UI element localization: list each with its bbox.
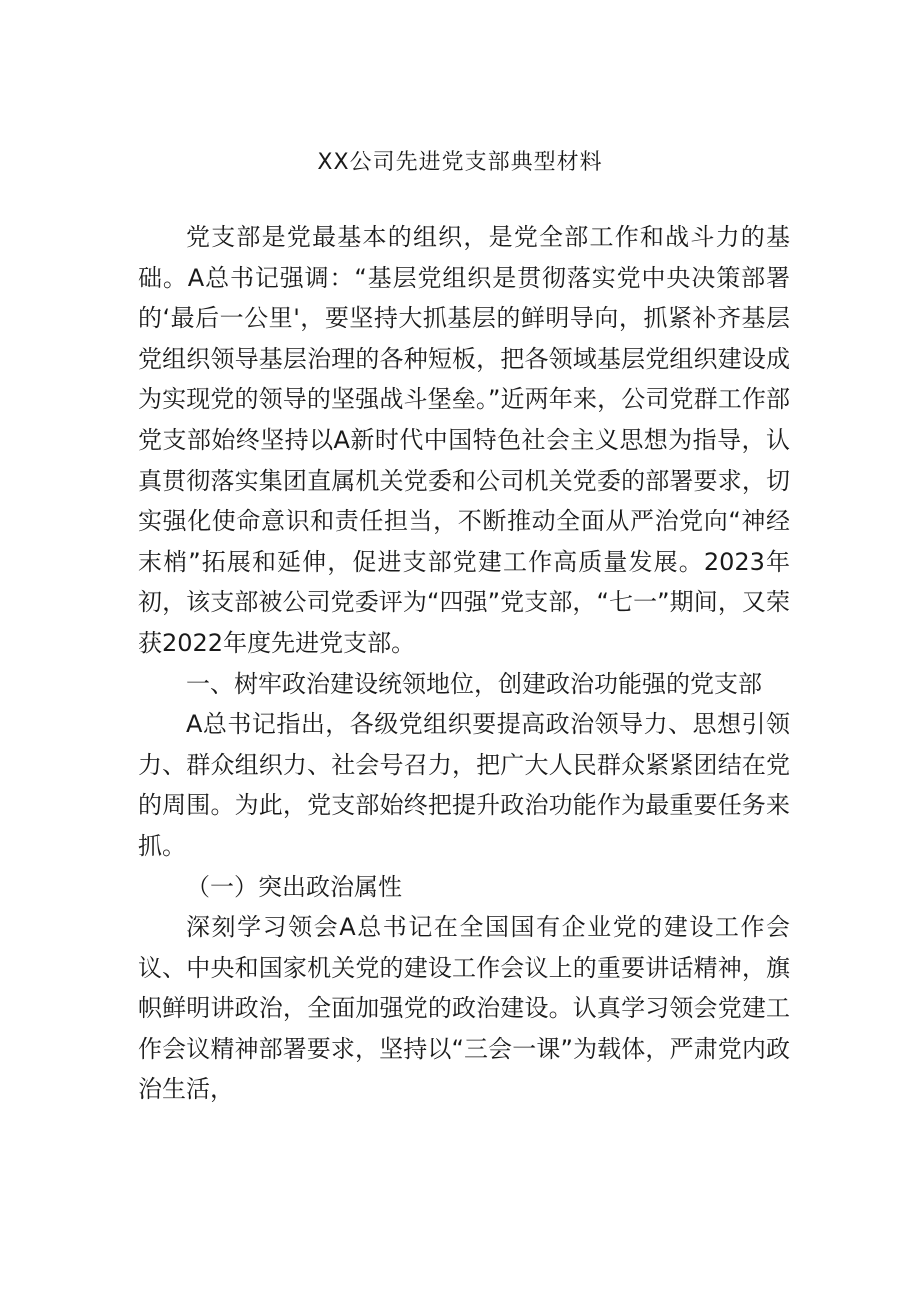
intro-paragraph: 党支部是党最基本的组织，是党全部工作和战斗力的基础。A总书记强调：“基层党组织是贯彻落实党中央决策部署的‘最后一公里'，要坚持大抓基层的鲜明导向，抓紧补齐基层党组织领导基层治理的各种短板，把各领域基层党组织建设成为实现党的领导的坚强战斗堡垒。”近两年来，公司党群工作部党支部始终坚持以A新时代中国特色社会主义思想为指导，认真贯彻落实集团直属机关党委和公司机关党委的部署要求，切实强化使命意识和责任担当，不断推动全面从严治党向“神经末梢”拓展和延伸，促进支部党建工作高质量发展。2023年初，该支部被公司党委评为“四强”党支部，“七一”期间，又荣获2022年度先进党支部。 — [138, 223, 790, 657]
document-title: XX公司先进党支部典型材料 — [317, 150, 603, 175]
section-1-paragraph: A总书记指出，各级党组织要提高政治领导力、思想引领力、群众组织力、社会号召力，把广大人民群众紧紧团结在党的周围。为此，党支部始终把提升政治功能作为最重要任务来抓。 — [138, 710, 790, 860]
subsection-heading-1: （一）突出政治属性 — [186, 872, 402, 901]
section-heading-1: 一、树牢政治建设统领地位，创建政治功能强的党支部 — [186, 669, 762, 698]
subsection-1-paragraph: 深刻学习领会A总书记在全国国有企业党的建设工作会议、中央和国家机关党的建设工作会议上的重要讲话精神，旗帜鲜明讲政治，全面加强党的政治建设。认真学习领会党建工作会议精神部署要求，坚持以“三会一课”为载体，严肃党内政治生活， — [138, 913, 790, 1104]
document-body — [138, 217, 790, 1110]
